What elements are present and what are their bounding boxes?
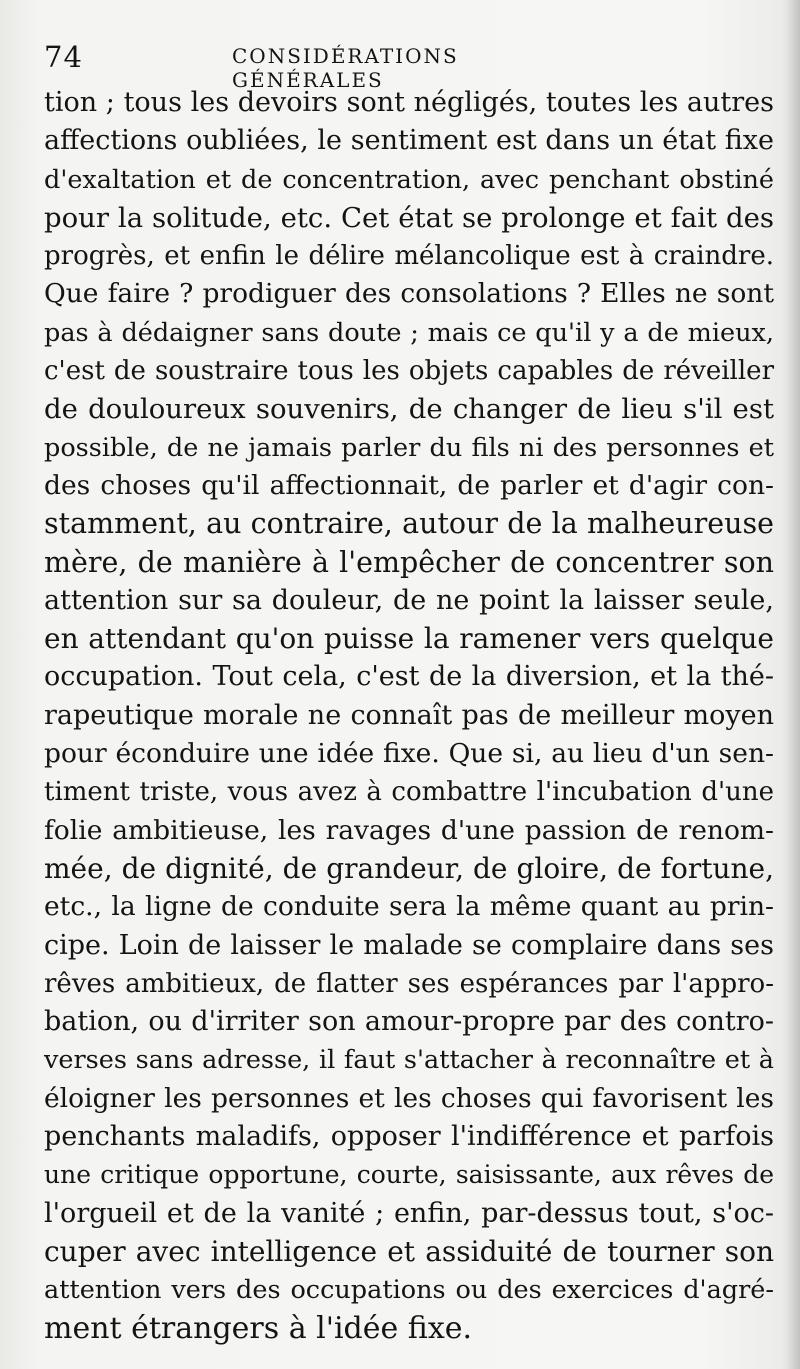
text-line: etc., la ligne de conduite sera la même quant au prin- (44, 891, 774, 923)
page-number: 74 (44, 40, 83, 74)
text-line: d'exaltation et de concentration, avec penchant obstiné (44, 164, 774, 195)
text-line: mère, de manière à l'empêcher de concentrer son (44, 545, 774, 579)
text-line: occupation. Tout cela, c'est de la diversion, et la thé- (44, 661, 774, 693)
text-line: pour éconduire une idée fixe. Que si, au lieu d'un sen- (44, 738, 774, 770)
text-line: éloigner les personnes et les choses qui favorisent les (44, 1082, 774, 1114)
text-line: des choses qu'il affectionnait, de parler et d'agir con- (44, 469, 774, 501)
text-line: timent triste, vous avez à combattre l'incubation d'une (44, 777, 774, 808)
text-line: bation, ou d'irriter son amour-propre par des contro- (44, 1006, 774, 1038)
text-line: de douloureux souvenirs, de changer de lieu s'il est (44, 393, 774, 426)
text-line: verses sans adresse, il faut s'attacher à reconnaître et à (44, 1045, 774, 1076)
text-line: possible, de ne jamais parler du fils ni des personnes et (44, 432, 774, 463)
text-line: affections oubliées, le sentiment est dans un état fixe (44, 125, 774, 157)
body-text (44, 84, 774, 1348)
text-line: mée, de dignité, de grandeur, de gloire, de fortune, (44, 851, 774, 885)
text-line: cipe. Loin de laisser le malade se complaire dans ses (44, 929, 774, 961)
page-edge-shadow (786, 0, 800, 1369)
text-line: en attendant qu'on puisse la ramener vers quelque (44, 622, 774, 656)
text-line: progrès, et enfin le délire mélancolique est à craindre. (44, 241, 774, 272)
running-head: CONSIDÉRATIONS GÉNÉRALES (232, 44, 459, 92)
text-line: ment étrangers à l'idée fixe. (44, 1310, 473, 1346)
text-line: tion ; tous les devoirs sont négligés, toutes les autres (44, 87, 774, 118)
text-line: une critique opportune, courte, saisissante, aux rêves de (44, 1160, 774, 1190)
text-line: Que faire ? prodiguer des consolations ? Elles ne sont (44, 278, 774, 310)
text-line: pas à dédaigner sans doute ; mais ce qu'il y a de mieux, (44, 317, 774, 348)
text-line: penchants maladifs, opposer l'indifférence et parfois (44, 1121, 774, 1153)
text-line: stamment, au contraire, autour de la malheureuse (44, 507, 774, 541)
text-line: l'orgueil et de la vanité ; enfin, par-dessus tout, s'oc- (44, 1197, 774, 1229)
text-line: rêves ambitieux, de flatter ses espérances par l'appro- (44, 968, 774, 999)
page-header (44, 40, 614, 92)
text-line: pour la solitude, etc. Cet état se prolonge et fait des (44, 201, 774, 234)
text-line: rapeutique morale ne connaît pas de meilleur moyen (44, 699, 774, 731)
text-line: attention vers des occupations ou des exercices d'agré- (44, 1275, 774, 1306)
text-line: cuper avec intelligence et assiduité de tourner son (44, 1234, 774, 1268)
text-line: attention sur sa douleur, de ne point la laisser seule, (44, 584, 774, 616)
text-line: folie ambitieuse, les ravages d'une passion de renom- (44, 814, 774, 846)
text-line: c'est de soustraire tous les objets capables de réveiller (44, 356, 774, 387)
